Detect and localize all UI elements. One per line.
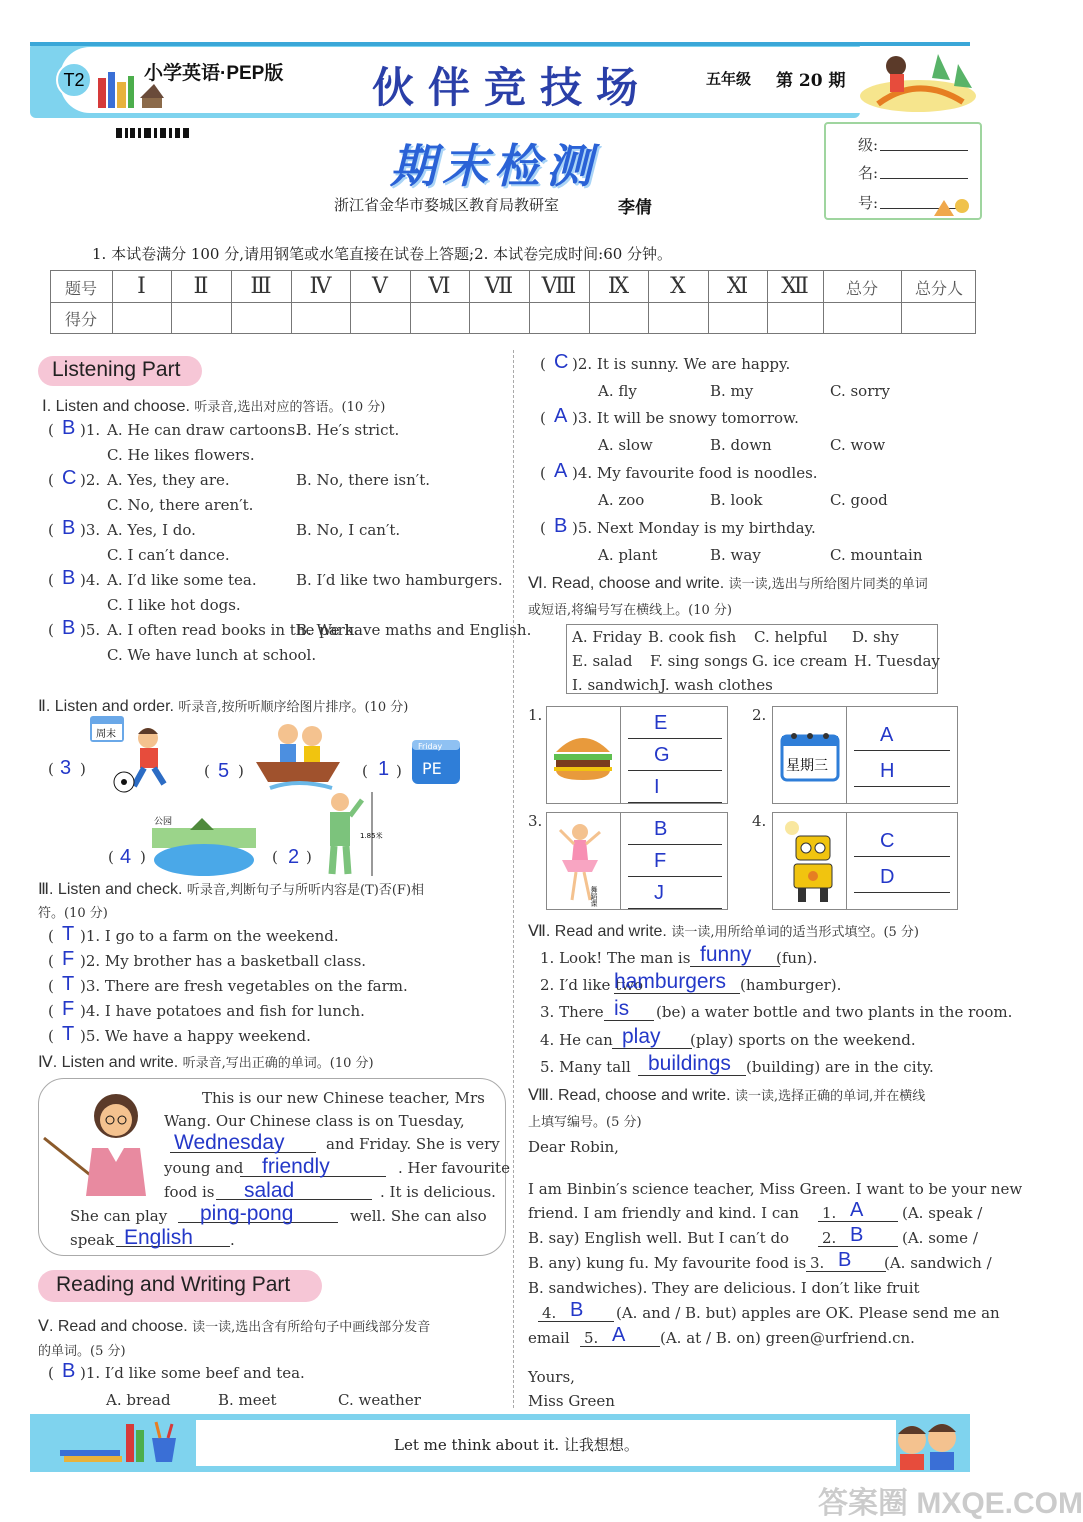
s5-sentence: )4. My favourite food is noodles. <box>572 464 818 482</box>
s2-paren-3: ( <box>362 762 368 780</box>
s2-paren-2: ( <box>204 762 210 780</box>
girl-flying-icon <box>858 44 978 118</box>
s8-blank-number: 3. <box>810 1254 825 1272</box>
student-field-1-blank[interactable] <box>880 150 968 151</box>
score-col-header: Ⅵ <box>428 274 451 299</box>
s3-answer[interactable]: F <box>62 948 75 970</box>
score-col-header: Ⅷ <box>541 274 577 299</box>
s1-option-b: B. No, there isn′t. <box>296 471 430 489</box>
s2-paren-5: ( <box>272 848 278 866</box>
score-cell[interactable] <box>589 303 648 333</box>
s1-option-a: A. Yes, they are. <box>107 471 230 489</box>
s8-answer[interactable]: A <box>850 1199 864 1221</box>
s4-title: Ⅳ. Listen and write. 听录音,写出正确的单词。(10 分) <box>38 1054 374 1071</box>
score-cell[interactable] <box>767 303 823 333</box>
s5-option-b: B. my <box>710 382 754 400</box>
score-cell[interactable] <box>171 303 231 333</box>
s2-title: Ⅱ. Listen and order. 听录音,按所听顺序给图片排序。(10 分) <box>38 698 409 715</box>
s5-answer[interactable]: C <box>554 351 569 373</box>
s6-option: F. sing songs <box>650 652 748 670</box>
s1-option-c: C. He likes flowers. <box>107 446 255 464</box>
s5-answer[interactable]: B <box>554 515 568 537</box>
svg-text:舞蹈课: 舞蹈课 <box>590 886 598 907</box>
hamburger-image <box>552 730 614 782</box>
s4-line-5b: . It is delicious. <box>380 1183 496 1201</box>
s4-line-7: speak <box>70 1231 115 1249</box>
s6-option: D. shy <box>852 628 899 646</box>
s2-answer-5[interactable]: 2 <box>288 846 300 868</box>
tall-man-image <box>312 790 388 880</box>
score-cell[interactable] <box>291 303 350 333</box>
score-cell[interactable] <box>823 303 901 333</box>
s7-hint: (be) a water bottle and two plants in the room. <box>656 1003 1013 1021</box>
s4-line-5a: food is <box>164 1183 215 1201</box>
s5-option-c: C. good <box>830 491 888 509</box>
s6-box-number: 3. <box>528 812 543 830</box>
score-cell[interactable] <box>529 303 589 333</box>
listening-part-pill: Listening Part <box>38 356 202 386</box>
s1-paren: ( <box>48 521 54 539</box>
s5-paren: ( <box>540 464 546 482</box>
s7-answer[interactable]: buildings <box>648 1052 731 1075</box>
s7-answer[interactable]: funny <box>700 943 752 966</box>
s5-note-cont: 的单词。(5 分) <box>38 1344 126 1359</box>
score-col-header: Ⅱ <box>193 274 209 299</box>
s8-line-2a: friend. I am friendly and kind. I can <box>528 1204 799 1222</box>
giraffe-icon <box>930 192 974 218</box>
s6-answer[interactable]: D <box>880 866 895 888</box>
s1-paren: ( <box>48 621 54 639</box>
s7-sentence: 4. He can <box>540 1031 613 1049</box>
score-col-header: Ⅻ <box>781 274 809 299</box>
s3-statement: )3. There are fresh vegetables on the farm. <box>80 977 408 995</box>
s6-option: H. Tuesday <box>854 652 940 670</box>
author-org: 浙江省金华市婺城区教育局教研室 <box>334 196 560 214</box>
s5-option-c: C. weather <box>338 1391 421 1409</box>
reading-part-pill: Reading and Writing Part <box>38 1270 322 1302</box>
score-cell[interactable] <box>901 303 975 333</box>
footer-kids-icon <box>888 1416 968 1470</box>
s6-answer[interactable]: J <box>654 882 664 904</box>
score-cell[interactable] <box>112 303 171 333</box>
exam-title: 期末检测 <box>390 139 598 193</box>
s6-answer-blank[interactable] <box>628 844 722 845</box>
s1-paren: ( <box>48 471 54 489</box>
s5-option-a: A. bread <box>106 1391 171 1409</box>
s5-sentence: )2. It is sunny. We are happy. <box>572 355 791 373</box>
s6-box-divider <box>620 812 621 910</box>
s6-answer[interactable]: E <box>654 712 668 734</box>
robot-image <box>784 818 842 906</box>
s4-answer-2[interactable]: friendly <box>262 1155 330 1178</box>
score-col-header: Ⅳ <box>309 274 332 299</box>
s6-box-divider <box>846 706 847 804</box>
s1-answer[interactable]: C <box>62 467 77 489</box>
s8-title: Ⅷ. Read, choose and write. 读一读,选择正确的单词,并在横线 <box>528 1087 926 1104</box>
score-scorer-header: 总分人 <box>914 279 963 298</box>
s2-paren-close-5: ) <box>306 848 312 866</box>
s2-paren-1: ( <box>48 760 54 778</box>
s4-line-4a: young and <box>164 1159 244 1177</box>
s7-hint: (hamburger). <box>740 976 842 994</box>
s4-line-6a: She can play <box>70 1207 168 1225</box>
s5-option-a: A. plant <box>598 546 658 564</box>
s1-answer[interactable]: B <box>62 567 76 589</box>
s6-answer-blank[interactable] <box>628 908 722 909</box>
s1-paren: ( <box>48 421 54 439</box>
s5-option-a: A. slow <box>598 436 653 454</box>
student-field-2-blank[interactable] <box>880 178 968 179</box>
s3-title: Ⅲ. Listen and check. 听录音,判断句子与所听内容是(T)否(F)相 <box>38 881 425 898</box>
s1-option-c: C. I like hot dogs. <box>107 596 241 614</box>
s8-line-5: B. sandwiches). They are delicious. I don′t like fruit <box>528 1279 920 1297</box>
s5-answer[interactable]: A <box>554 460 568 482</box>
s3-paren: ( <box>48 927 54 945</box>
svg-text:公园: 公园 <box>154 817 173 827</box>
score-col-header: Ⅹ <box>670 274 686 299</box>
s6-answer-blank[interactable] <box>854 856 950 857</box>
s2-answer-3[interactable]: 1 <box>378 758 390 780</box>
s2-paren-close-4: ) <box>140 848 146 866</box>
s5-paren: ( <box>540 355 546 373</box>
s6-option: A. Friday <box>572 628 642 646</box>
s3-paren: ( <box>48 1002 54 1020</box>
s1-answer[interactable]: B <box>62 617 76 639</box>
s5-answer[interactable]: A <box>554 405 568 427</box>
s4-answer-4[interactable]: ping-pong <box>200 1202 294 1225</box>
s1-option-a: A. I often read books in the park. <box>107 621 359 639</box>
s8-sign: Miss Green <box>528 1392 615 1410</box>
s7-sentence: 2. I′d like two <box>540 976 644 994</box>
s6-box-number: 1. <box>528 706 543 724</box>
s8-blank-number: 4. <box>542 1304 557 1322</box>
s5-option-b: B. look <box>710 491 763 509</box>
s5-title: Ⅴ. Read and choose. 读一读,选出含有所给句子中画线部分发音 <box>38 1318 431 1335</box>
s3-answer[interactable]: F <box>62 998 75 1020</box>
s3-statement: )2. My brother has a basketball class. <box>80 952 367 970</box>
issue-label: 第 20 期 <box>776 71 846 91</box>
s6-option: E. salad <box>572 652 633 670</box>
s1-option-a: A. I′d like some tea. <box>107 571 257 589</box>
svg-text:周末: 周末 <box>96 729 116 740</box>
s3-statement: )5. We have a happy weekend. <box>80 1027 311 1045</box>
s7-answer[interactable]: play <box>622 1025 661 1048</box>
s6-answer-blank[interactable] <box>628 770 722 771</box>
watermark: 答案圈 MXQE.COM <box>818 1487 1083 1520</box>
s7-sentence: 5. Many tall <box>540 1058 631 1076</box>
s5-option-b: B. meet <box>218 1391 277 1409</box>
author-name: 李倩 <box>618 198 652 218</box>
s8-line-2b: (A. speak / <box>902 1204 983 1222</box>
s4-line-6b: well. She can also <box>350 1207 487 1225</box>
notice: 1. 本试卷满分 100 分,请用钢笔或水笔直接在试卷上答题;2. 本试卷完成时间:60 分钟。 <box>92 245 673 263</box>
s2-answer-4[interactable]: 4 <box>120 846 132 868</box>
s6-answer-blank[interactable] <box>854 892 950 893</box>
s1-question-num: )2. <box>80 471 101 489</box>
boy-soccer-image <box>86 714 182 794</box>
s8-line-4b: (A. sandwich / <box>884 1254 992 1272</box>
s2-paren-close-1: ) <box>80 760 86 778</box>
s7-answer[interactable]: is <box>614 997 630 1020</box>
teacher-image <box>42 1088 162 1200</box>
s8-yours: Yours, <box>528 1368 575 1386</box>
s7-answer[interactable]: hamburgers <box>614 970 727 993</box>
score-col-header: Ⅶ <box>484 274 514 299</box>
brand-title: 伙伴竞技场 <box>372 63 653 112</box>
student-field-3: 号: <box>858 194 879 212</box>
s8-blank-number: 2. <box>822 1229 837 1247</box>
s3-paren: ( <box>48 952 54 970</box>
s7-hint: (fun). <box>776 949 818 967</box>
s6-title: Ⅵ. Read, choose and write. 读一读,选出与所给图片同类的单词 <box>528 575 928 592</box>
s8-line-7b: (A. at / B. on) green@urfriend.cn. <box>660 1329 915 1347</box>
qr-code-icon <box>116 127 190 139</box>
park-lake-image <box>150 814 258 880</box>
s2-paren-4: ( <box>108 848 114 866</box>
s1-option-c: C. No, there aren′t. <box>107 496 254 514</box>
s6-option: G. ice cream <box>752 652 848 670</box>
s5-option-c: C. wow <box>830 436 886 454</box>
series-label: 小学英语·PEP版 <box>144 63 284 84</box>
s5-option-a: A. fly <box>598 382 637 400</box>
s8-line-3b: (A. some / <box>902 1229 978 1247</box>
s6-answer-blank[interactable] <box>854 786 950 787</box>
boat-kids-image <box>252 716 344 794</box>
s6-option: J. wash clothes <box>660 676 773 694</box>
s6-answer-blank[interactable] <box>628 738 722 739</box>
s6-answer[interactable]: F <box>654 850 667 872</box>
s1-option-b: B. No, I can′t. <box>296 521 401 539</box>
s1-option-b: B. He′s strict. <box>296 421 400 439</box>
s6-box-divider <box>620 706 621 804</box>
s7-hint: (building) are in the city. <box>746 1058 934 1076</box>
s6-box-number: 2. <box>752 706 767 724</box>
s2-paren-close-2: ) <box>238 762 244 780</box>
s6-answer[interactable]: B <box>654 818 668 840</box>
score-total-header: 总分 <box>845 279 878 298</box>
s6-answer[interactable]: C <box>880 830 895 852</box>
s4-answer-1[interactable]: Wednesday <box>174 1131 285 1154</box>
score-cell[interactable] <box>410 303 469 333</box>
score-cell[interactable] <box>708 303 767 333</box>
student-field-2: 名: <box>858 164 879 182</box>
s3-answer[interactable]: T <box>62 923 75 945</box>
column-divider <box>513 350 514 1408</box>
score-col-header: Ⅰ <box>137 274 146 299</box>
s6-option: I. sandwich <box>572 676 660 694</box>
s6-answer-blank[interactable] <box>628 802 722 803</box>
s4-line-3: and Friday. She is very <box>326 1135 500 1153</box>
issue-badge: T2 <box>56 62 92 98</box>
s5-sentence: )5. Next Monday is my birthday. <box>572 519 816 537</box>
s8-answer[interactable]: B <box>570 1299 584 1321</box>
s2-answer-2[interactable]: 5 <box>218 760 230 782</box>
svg-text:1.85米: 1.85米 <box>360 832 383 840</box>
s6-box-divider <box>846 812 847 910</box>
s5-option-c: C. sorry <box>830 382 891 400</box>
s3-statement: )4. I have potatoes and fish for lunch. <box>80 1002 365 1020</box>
s4-line-4b: . Her favourite <box>398 1159 510 1177</box>
s1-question-num: )3. <box>80 521 101 539</box>
s4-line-2: Wang. Our Chinese class is on Tuesday, <box>164 1112 465 1130</box>
score-row-label-1: 题号 <box>65 279 98 298</box>
s1-option-a: A. Yes, I do. <box>107 521 196 539</box>
s6-answer[interactable]: H <box>880 760 895 782</box>
s1-option-c: C. We have lunch at school. <box>107 646 317 664</box>
s6-answer-blank[interactable] <box>628 876 722 877</box>
score-cell[interactable] <box>469 303 529 333</box>
s1-option-c: C. I can′t dance. <box>107 546 230 564</box>
s6-option: C. helpful <box>754 628 828 646</box>
s7-sentence: 1. Look! The man is <box>540 949 691 967</box>
s8-line-7a: email <box>528 1329 570 1347</box>
header-top-line <box>30 42 970 46</box>
svg-text:星期三: 星期三 <box>786 758 828 774</box>
ballet-girl-image <box>556 820 612 906</box>
score-col-header: Ⅺ <box>726 274 749 299</box>
s5-paren: ( <box>540 409 546 427</box>
s8-line-4a: B. any) kung fu. My favourite food is <box>528 1254 807 1272</box>
s7-hint: (play) sports on the weekend. <box>690 1031 916 1049</box>
s5-paren: ( <box>540 519 546 537</box>
s6-answer[interactable]: G <box>654 744 670 766</box>
score-cell[interactable] <box>231 303 291 333</box>
score-table <box>50 270 976 334</box>
s5-option-b: B. way <box>710 546 761 564</box>
s6-answer[interactable]: I <box>654 776 660 798</box>
friday-pe-image <box>410 738 462 788</box>
s1-answer[interactable]: B <box>62 517 76 539</box>
student-field-1: 级: <box>858 136 879 154</box>
s1-answer[interactable]: B <box>62 417 76 439</box>
s4-period: . <box>230 1231 235 1249</box>
s3-note-cont: 符。(10 分) <box>38 906 108 921</box>
s8-blank-number: 1. <box>822 1204 837 1222</box>
score-cell[interactable] <box>648 303 708 333</box>
s4-line-1: This is our new Chinese teacher, Mrs <box>202 1089 485 1107</box>
s8-dear: Dear Robin, <box>528 1138 619 1156</box>
s6-note-cont: 或短语,将编号写在横线上。(10 分) <box>528 603 732 618</box>
score-cell[interactable] <box>350 303 410 333</box>
s1-question-num: )1. <box>80 421 101 439</box>
s8-line-3a: B. say) English well. But I can′t do <box>528 1229 790 1247</box>
s5-option-b: B. down <box>710 436 772 454</box>
s2-answer-1[interactable]: 3 <box>60 757 72 779</box>
s8-blank-number: 5. <box>584 1329 599 1347</box>
s6-option: B. cook fish <box>648 628 737 646</box>
s4-answer-5[interactable]: English <box>124 1226 193 1249</box>
s3-statement: )1. I go to a farm on the weekend. <box>80 927 339 945</box>
wednesday-calendar-image <box>780 728 840 782</box>
s7-sentence: 3. There <box>540 1003 604 1021</box>
score-col-header: Ⅸ <box>607 274 630 299</box>
svg-text:PE: PE <box>422 759 442 778</box>
s1-question-num: )4. <box>80 571 101 589</box>
s4-answer-3[interactable]: salad <box>244 1179 295 1202</box>
s5-option-c: C. mountain <box>830 546 923 564</box>
s5-option-a: A. zoo <box>598 491 645 509</box>
s5-answer[interactable]: B <box>62 1360 76 1382</box>
s8-answer[interactable]: B <box>850 1224 864 1246</box>
svg-text:Friday: Friday <box>418 742 443 751</box>
s1-option-a: A. He can draw cartoons. <box>107 421 300 439</box>
s5-sentence: )3. It will be snowy tomorrow. <box>572 409 799 427</box>
s8-note-cont: 上填写编号。(5 分) <box>528 1115 642 1130</box>
s1-option-b: B. I′d like two hamburgers. <box>296 571 503 589</box>
s8-answer[interactable]: A <box>612 1324 626 1346</box>
grade-label: 五年级 <box>706 70 752 88</box>
s7-title: Ⅶ. Read and write. 读一读,用所给单词的适当形式填空。(5 分) <box>528 923 920 940</box>
s2-paren-close-3: ) <box>396 762 402 780</box>
s6-box-number: 4. <box>752 812 767 830</box>
s5-paren: ( <box>48 1364 54 1382</box>
s6-answer-blank[interactable] <box>854 750 950 751</box>
s8-line-6b: (A. and / B. but) apples are OK. Please send me an <box>616 1304 1000 1322</box>
s5-sentence: )1. I′d like some beef and tea. <box>80 1364 305 1382</box>
s3-answer[interactable]: T <box>62 973 75 995</box>
s3-paren: ( <box>48 1027 54 1045</box>
s3-answer[interactable]: T <box>62 1023 75 1045</box>
score-col-header: Ⅴ <box>372 274 388 299</box>
footer-text: Let me think about it. 让我想想。 <box>394 1436 639 1454</box>
s1-title: Ⅰ. Listen and choose. 听录音,选出对应的答语。(10 分) <box>42 398 386 415</box>
s1-paren: ( <box>48 571 54 589</box>
s8-answer[interactable]: B <box>838 1249 852 1271</box>
footer-books-icon <box>56 1420 186 1466</box>
s1-question-num: )5. <box>80 621 101 639</box>
s6-answer[interactable]: A <box>880 724 894 746</box>
score-col-header: Ⅲ <box>250 274 272 299</box>
score-row-label-2: 得分 <box>65 310 98 329</box>
s1-option-b: B. We have maths and English. <box>296 621 532 639</box>
s8-line-1: I am Binbin′s science teacher, Miss Green. I want to be your new <box>528 1180 1023 1198</box>
s3-paren: ( <box>48 977 54 995</box>
